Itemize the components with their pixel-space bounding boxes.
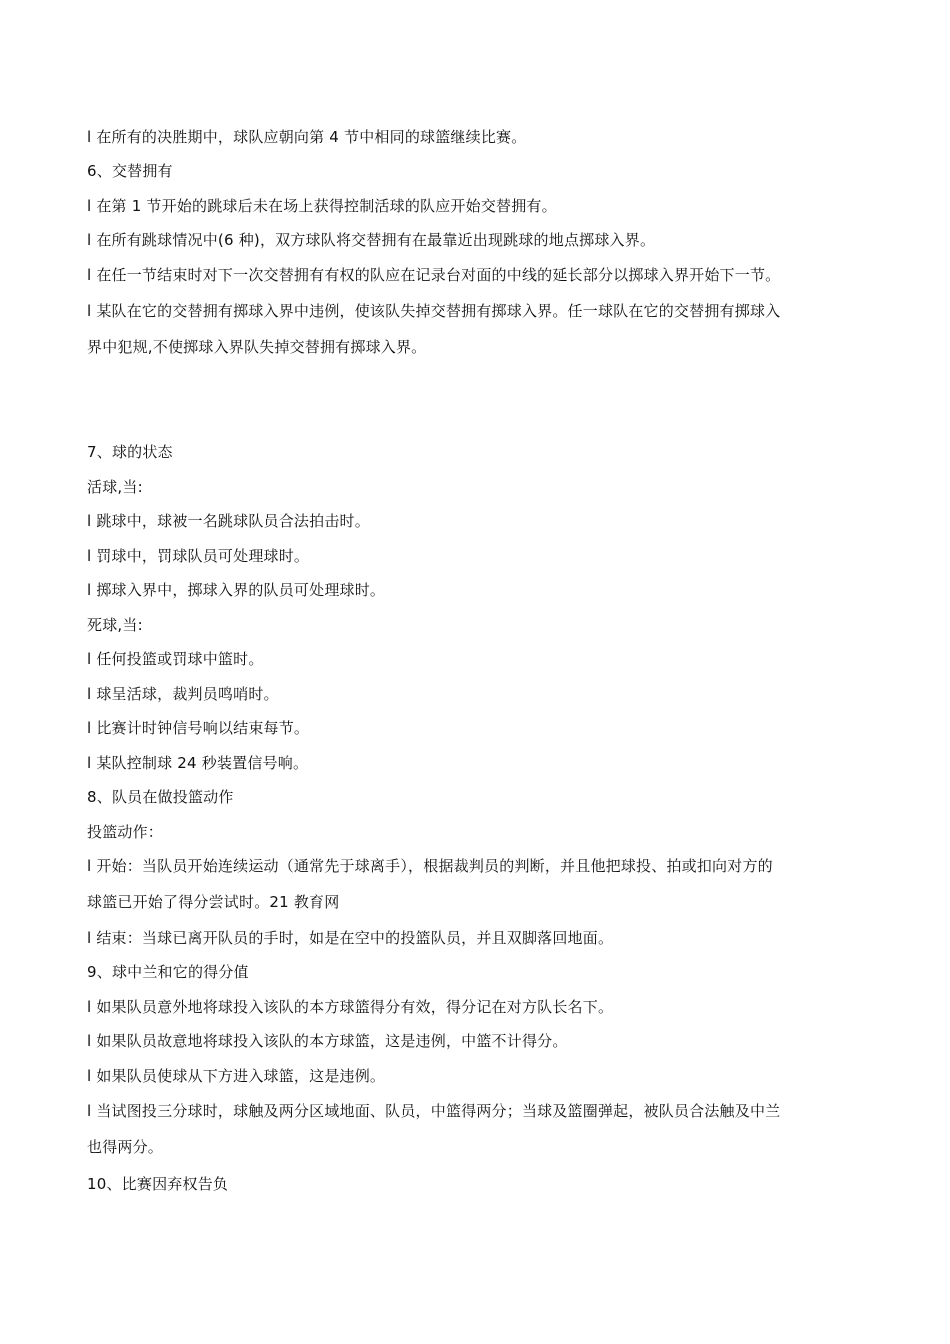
section-heading: 6、交替拥有 xyxy=(87,162,173,180)
section-heading: 9、球中兰和它的得分值 xyxy=(87,963,249,981)
text-line: l 任何投篮或罚球中篮时。 xyxy=(87,650,264,668)
text-line: 球篮已开始了得分尝试时。21 教育网 xyxy=(87,893,340,911)
text-line: l 某队控制球 24 秒装置信号响。 xyxy=(87,754,309,772)
text-line: 也得两分。 xyxy=(87,1138,164,1156)
text-line: l 跳球中，球被一名跳球队员合法拍击时。 xyxy=(87,512,370,530)
text-line: l 在所有跳球情况中(6 种)，双方球队将交替拥有在最靠近出现跳球的地点掷球入界。 xyxy=(87,231,656,249)
section-heading: 8、队员在做投篮动作 xyxy=(87,788,234,806)
section-heading: 10、比赛因弃权告负 xyxy=(87,1175,229,1193)
text-line: l 当试图投三分球时，球触及两分区域地面、队员，中篮得两分；当球及篮圈弹起，被队员合法触及中兰 xyxy=(87,1102,781,1120)
text-line: l 罚球中，罚球队员可处理球时。 xyxy=(87,547,310,565)
text-line: l 如果队员意外地将球投入该队的本方球篮得分有效，得分记在对方队长名下。 xyxy=(87,998,614,1016)
text-line: 界中犯规,不使掷球入界队失掉交替拥有掷球入界。 xyxy=(87,338,427,356)
text-line: 投篮动作： xyxy=(87,823,164,841)
text-line: l 在第 1 节开始的跳球后未在场上获得控制活球的队应开始交替拥有。 xyxy=(87,197,557,215)
text-line: l 如果队员故意地将球投入该队的本方球篮，这是违例，中篮不计得分。 xyxy=(87,1032,568,1050)
text-line: l 某队在它的交替拥有掷球入界中违例，使该队失掉交替拥有掷球入界。任一球队在它的交替拥有掷球入 xyxy=(87,302,781,320)
text-line: 死球,当: xyxy=(87,616,143,634)
section-heading: 7、球的状态 xyxy=(87,443,173,461)
text-line: l 在所有的决胜期中，球队应朝向第 4 节中相同的球篮继续比赛。 xyxy=(87,128,527,146)
text-line: l 如果队员使球从下方进入球篮，这是违例。 xyxy=(87,1067,386,1085)
text-line: l 结束：当球已离开队员的手时，如是在空中的投篮队员，并且双脚落回地面。 xyxy=(87,929,614,947)
text-line: l 比赛计时钟信号响以结束每节。 xyxy=(87,719,310,737)
text-line: l 球呈活球，裁判员鸣哨时。 xyxy=(87,685,279,703)
text-line: 活球,当: xyxy=(87,478,143,496)
text-line: l 掷球入界中，掷球入界的队员可处理球时。 xyxy=(87,581,386,599)
text-line: l 开始：当队员开始连续运动（通常先于球离手），根据裁判员的判断，并且他把球投、拍或扣向对方的 xyxy=(87,857,773,875)
text-line: l 在任一节结束时对下一次交替拥有有权的队应在记录台对面的中线的延长部分以掷球入界开始下一节。 xyxy=(87,266,781,284)
